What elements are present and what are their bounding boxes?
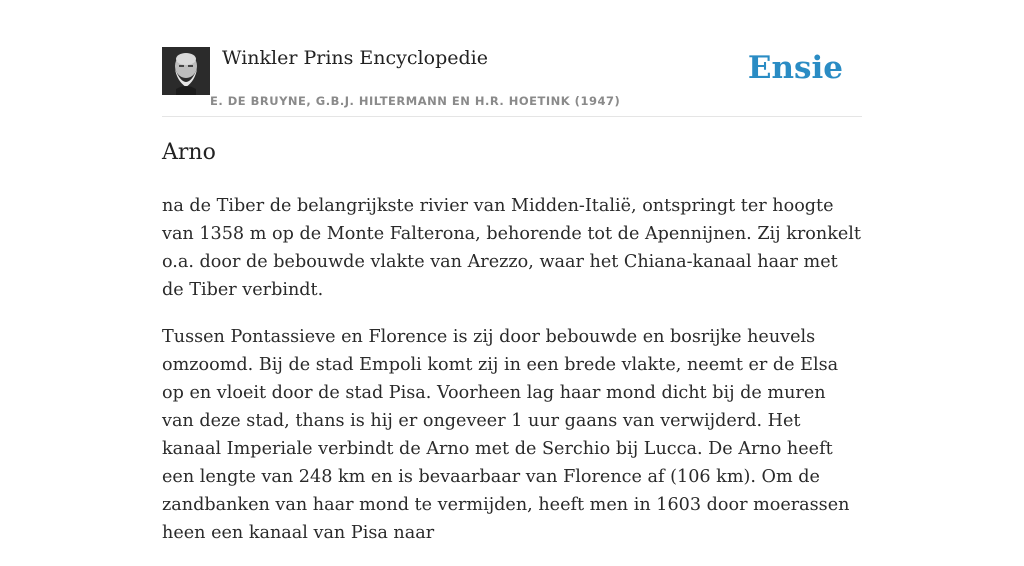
ensie-logo-link[interactable]: Ensie [747,50,843,86]
article-body [162,192,862,566]
source-authors: E. DE BRUYNE, G.B.J. HILTERMANN EN H.R. HOETINK (1947) [210,94,621,108]
avatar[interactable] [162,47,210,95]
article-title: Arno [162,140,216,165]
article-paragraph: na de Tiber de belangrijkste rivier van Midden-Italië, ontspringt ter hoogte van 1358 m op de Monte Falterona, behorende tot de Apennijnen. Zij kronkelt o.a. door de bebouwde vlakte van Arezzo, waar het Chiana-kanaal haar met de Tiber verbindt. [162,196,861,300]
bearded-man-portrait-icon [162,47,210,95]
source-header [162,44,862,117]
source-title[interactable]: Winkler Prins Encyclopedie [222,47,488,69]
article-paragraph: Tussen Pontassieve en Florence is zij door bebouwde en bosrijke heuvels omzoomd. Bij de stad Empoli komt zij in een brede vlakte, neemt er de Elsa op en vloeit door de stad Pisa. Voorheen lag haar mond dicht bij de muren van deze stad, thans is hij er ongeveer 1 uur gaans van verwijderd. Het kanaal Imperiale verbindt de Arno met de Serchio bij Lucca. De Arno heeft een lengte van 248 km en is bevaarbaar van Florence af (106 km). Om de zandbanken van haar mond te vermijden, heeft men in 1603 door moerassen heen een kanaal van Pisa naar [162,327,850,543]
